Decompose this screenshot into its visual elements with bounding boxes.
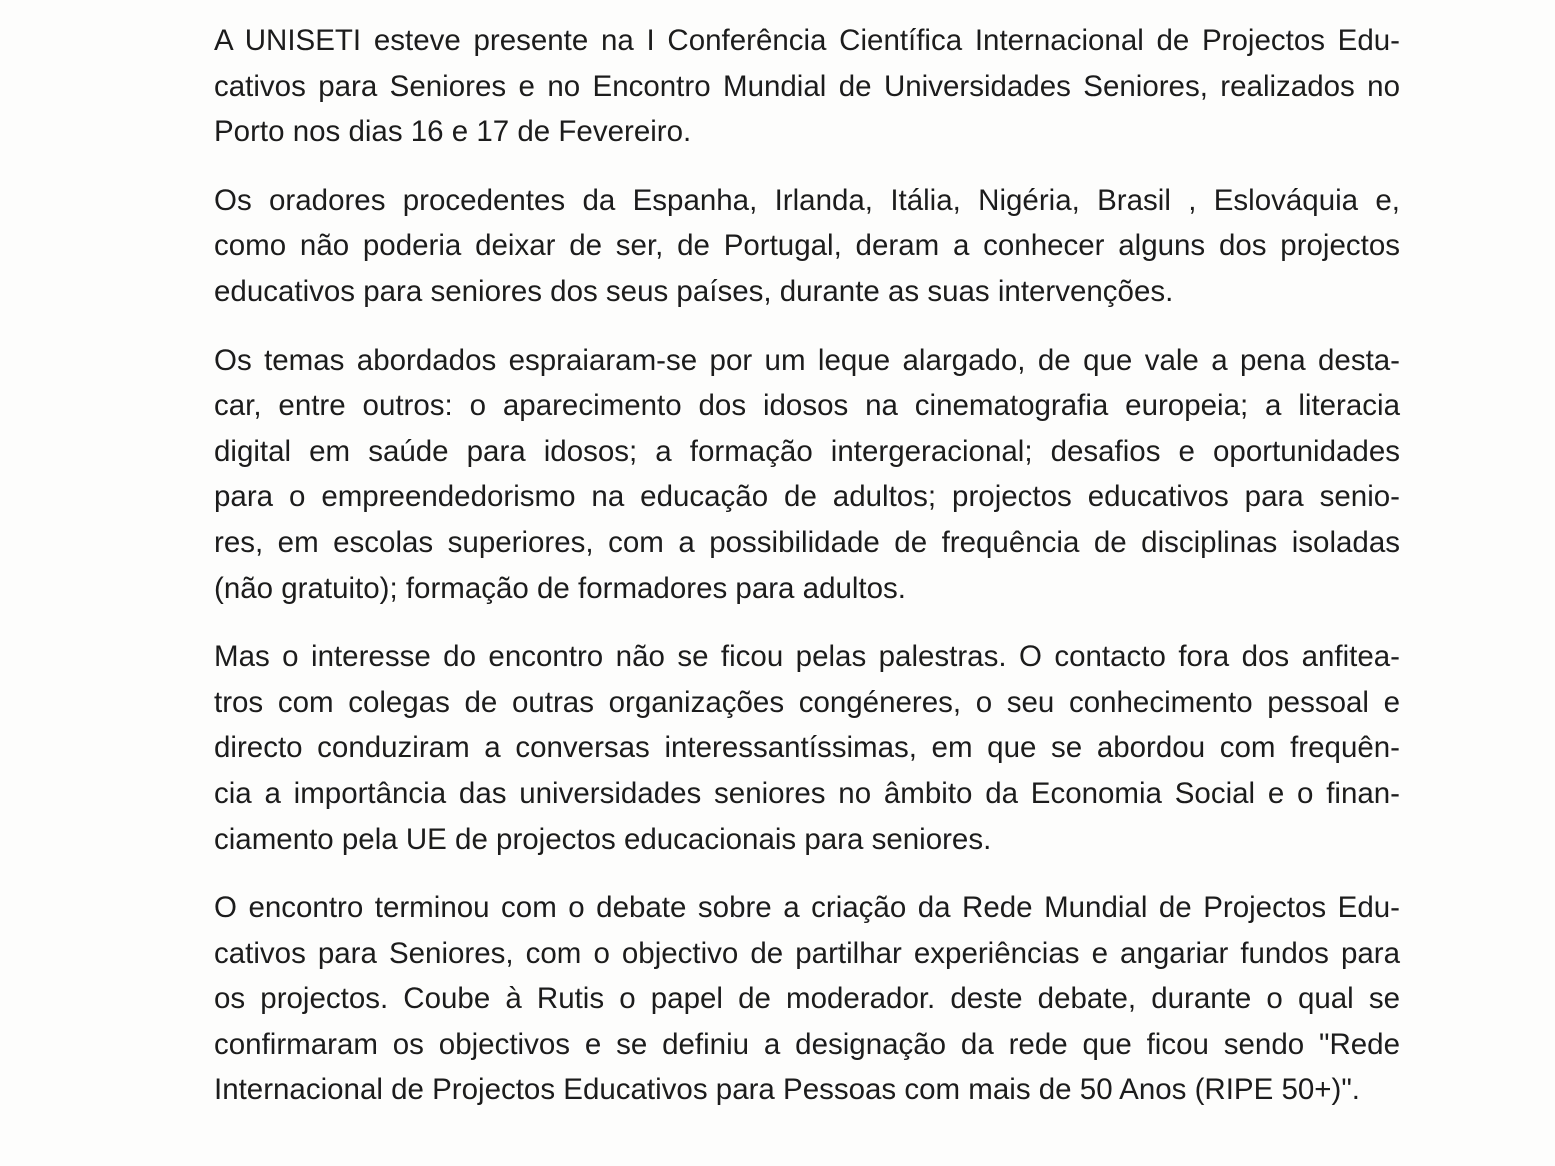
text-line: Mas o interesse do encontro não se ficou pelas palestras. O contacto fora dos anfitea- <box>214 640 1400 674</box>
text-line: (não gratuito); formação de formadores para adultos. <box>214 571 906 605</box>
paragraph-5 <box>214 885 1400 1113</box>
text-line: para o empreendedorismo na educação de adultos; projectos educativos para senio- <box>214 480 1400 514</box>
text-line: os projectos. Coube à Rutis o papel de moderador. deste debate, durante o qual se <box>214 982 1400 1016</box>
paragraph-1 <box>214 18 1400 155</box>
text-line: Internacional de Projectos Educativos para Pessoas com mais de 50 Anos (RIPE 50+)". <box>214 1073 1361 1107</box>
text-line: car, entre outros: o aparecimento dos idosos na cinematografia europeia; a literacia <box>214 389 1400 423</box>
text-line: educativos para seniores dos seus países, durante as suas intervenções. <box>214 274 1174 308</box>
text-line: Porto nos dias 16 e 17 de Fevereiro. <box>214 115 692 149</box>
paragraph-4 <box>214 634 1400 862</box>
text-line: Os oradores procedentes da Espanha, Irlanda, Itália, Nigéria, Brasil , Eslováquia e, <box>214 183 1400 217</box>
text-line: A UNISETI esteve presente na I Conferência Científica Internacional de Projectos Edu- <box>214 24 1400 57</box>
text-line: Os temas abordados espraiaram-se por um leque alargado, de que vale a pena desta- <box>214 343 1400 377</box>
text-line: cia a importância das universidades seniores no âmbito da Economia Social e o finan- <box>214 776 1400 810</box>
text-line: cativos para Seniores, com o objectivo de partilhar experiências e angariar fundos para <box>214 936 1400 970</box>
text-line: como não poderia deixar de ser, de Portugal, deram a conhecer alguns dos projectos <box>214 229 1400 263</box>
text-line: O encontro terminou com o debate sobre a criação da Rede Mundial de Projectos Edu- <box>214 891 1400 925</box>
text-line: cativos para Seniores e no Encontro Mundial de Universidades Seniores, realizados no <box>214 69 1400 103</box>
document-body <box>214 18 1400 1136</box>
text-line: digital em saúde para idosos; a formação intergeracional; desafios e oportunidades <box>214 434 1400 468</box>
paragraph-2 <box>214 178 1400 315</box>
text-line: ciamento pela UE de projectos educacionais para seniores. <box>214 822 992 856</box>
text-line: tros com colegas de outras organizações congéneres, o seu conhecimento pessoal e <box>214 685 1400 719</box>
text-line: res, em escolas superiores, com a possibilidade de frequência de disciplinas isoladas <box>214 525 1400 559</box>
text-line: directo conduziram a conversas interessantíssimas, em que se abordou com frequên- <box>214 731 1400 765</box>
text-line: confirmaram os objectivos e se definiu a designação da rede que ficou sendo "Rede <box>214 1027 1400 1061</box>
paragraph-3 <box>214 338 1400 612</box>
